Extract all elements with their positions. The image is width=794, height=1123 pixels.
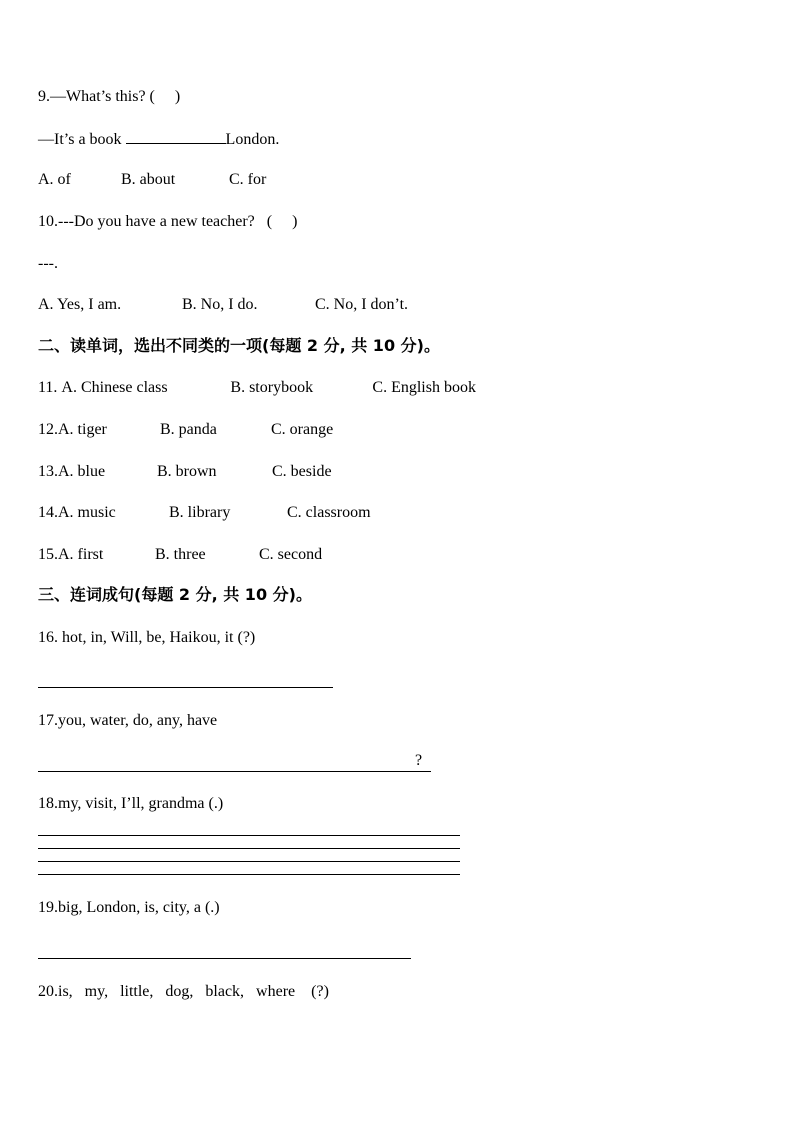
q14-option-c: C. classroom [287,504,371,521]
q18-answer-line-2[interactable] [38,848,460,849]
section3-title: 三、连词成句(每题 2 分, 共 10 分)。 [38,585,312,604]
q15-option-b: B. three [155,546,206,563]
q10-answer: ---. [38,255,58,272]
q15 [38,545,322,565]
q20-prompt: 20.is, my, little, dog, black, where (?) [38,983,329,1000]
q10-option-b: B. No, I do. [182,296,258,313]
section2-title: 二、读单词，选出不同类的一项(每题 2 分, 共 10 分)。 [38,336,440,355]
q10-option-a: A. Yes, I am. [38,296,122,313]
q14 [38,503,371,523]
q18-answer-line-3[interactable] [38,861,460,862]
q14-option-a: A. music [58,504,116,521]
q17-end-mark: ? [415,752,423,769]
q14-option-b: B. library [169,504,231,521]
q9-option-a: A. of [38,171,71,188]
q9-option-c: C. for [229,171,267,188]
q17-answer-line[interactable] [38,771,431,772]
q12-option-a: A. tiger [58,421,107,438]
q9-option-b: B. about [121,171,176,188]
q13-option-c: C. beside [272,463,332,480]
q11-option-c: C. English book [372,379,476,396]
q15-option-c: C. second [259,546,323,563]
q11 [38,378,476,398]
q9-answer-suffix: London. [225,131,280,148]
q13-option-a: A. blue [58,463,106,480]
q15-num: 15. [38,546,58,563]
q9-answer-line [38,129,279,150]
q18-prompt: 18.my, visit, I’ll, grandma (.) [38,795,224,812]
q17-prompt: 17.you, water, do, any, have [38,712,218,729]
q13 [38,462,332,482]
q12 [38,420,333,440]
q9-options [38,170,266,190]
q12-option-b: B. panda [160,421,217,438]
q12-num: 12. [38,421,58,438]
q16-answer-line[interactable] [38,687,333,688]
q11-num: 11. [38,379,62,396]
q10-prompt: 10.---Do you have a new teacher? ( ) [38,213,298,230]
q9-answer-prefix: —It’s a book [38,131,126,148]
q11-option-a: A. Chinese class [61,379,168,396]
q19-answer-line[interactable] [38,958,411,959]
q9-blank[interactable] [126,129,226,144]
q10-option-c: C. No, I don’t. [315,296,409,313]
q10-options [38,295,408,315]
q19-prompt: 19.big, London, is, city, a (.) [38,899,220,916]
q13-num: 13. [38,463,58,480]
q16-prompt: 16. hot, in, Will, be, Haikou, it (?) [38,629,256,646]
q14-num: 14. [38,504,58,521]
q11-option-b: B. storybook [230,379,314,396]
q13-option-b: B. brown [157,463,217,480]
q9-prompt: 9.—What’s this? ( ) [38,88,181,105]
q18-answer-line-1[interactable] [38,835,460,836]
q15-option-a: A. first [58,546,104,563]
q18-answer-line-4[interactable] [38,874,460,875]
q12-option-c: C. orange [271,421,334,438]
